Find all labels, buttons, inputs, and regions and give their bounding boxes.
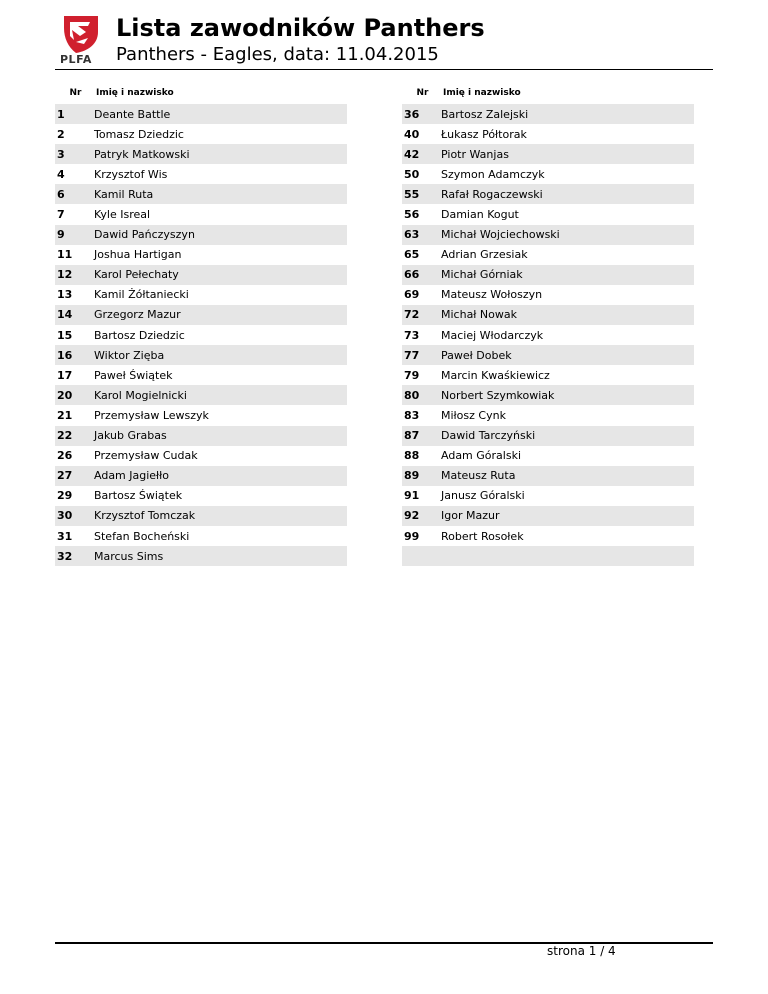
players-column-right [402,84,694,566]
player-number: 14 [57,308,73,322]
page-number: strona 1 / 4 [547,944,616,958]
table-row [402,144,694,164]
player-name: Robert Rosołek [441,529,524,543]
player-name: Michał Nowak [441,308,517,322]
table-row [55,345,347,365]
player-number: 30 [57,509,73,523]
player-name: Kyle Isreal [94,208,151,222]
table-row [402,426,694,446]
table-row [402,225,694,245]
player-number: 66 [404,268,420,282]
table-row [55,365,347,385]
player-number: 36 [404,107,420,121]
player-number: 42 [404,147,420,161]
table-row [55,245,347,265]
table-row [402,365,694,385]
player-number: 6 [57,187,65,201]
player-name: Michał Wojciechowski [441,228,560,242]
table-row [402,325,694,345]
player-number: 83 [404,408,420,422]
player-name: Krzysztof Wis [94,167,168,181]
table-row [55,184,347,204]
page-title: Lista zawodników Panthers [116,14,485,42]
player-number: 1 [57,107,65,121]
player-name: Adrian Grzesiak [441,248,528,262]
player-name: Łukasz Półtorak [441,127,527,141]
player-name: Paweł Świątek [94,368,173,382]
player-number: 88 [404,449,420,463]
player-name: Igor Mazur [441,509,500,523]
player-name: Kamil Żółtaniecki [94,288,189,302]
player-name: Dawid Pańczyszyn [94,228,195,242]
player-name: Rafał Rogaczewski [441,187,543,201]
player-number: 2 [57,127,65,141]
player-name: Norbert Szymkowiak [441,388,555,402]
player-number: 4 [57,167,65,181]
column-header [402,84,694,102]
player-number: 56 [404,208,420,222]
table-row [402,124,694,144]
player-number: 15 [57,328,73,342]
player-name: Karol Mogielnicki [94,388,187,402]
player-name: Mateusz Ruta [441,469,516,483]
column-header [55,84,347,102]
table-row [402,285,694,305]
header-divider [55,69,713,70]
player-number: 55 [404,187,420,201]
table-row [402,486,694,506]
table-row [402,385,694,405]
player-name: Dawid Tarczyński [441,429,536,443]
player-number: 65 [404,248,420,262]
table-row [402,446,694,466]
player-name: Adam Jagiełło [94,469,170,483]
player-name: Paweł Dobek [441,348,512,362]
player-number: 92 [404,509,420,523]
table-row [55,405,347,425]
player-name: Adam Góralski [441,449,521,463]
player-name: Michał Górniak [441,268,523,282]
player-name: Joshua Hartigan [94,248,182,262]
player-number: 80 [404,388,420,402]
player-number: 69 [404,288,420,302]
table-row [55,546,347,566]
player-name: Jakub Grabas [94,429,167,443]
table-row [55,285,347,305]
table-row [402,526,694,546]
player-name: Tomasz Dziedzic [94,127,184,141]
logo-text: PLFA [60,53,92,66]
table-row [55,144,347,164]
table-row [55,506,347,526]
table-row [55,204,347,224]
player-name: Janusz Góralski [441,489,525,503]
player-name: Stefan Bocheński [94,529,190,543]
player-name: Karol Pełechaty [94,268,179,282]
table-row [402,204,694,224]
name-header: Imię i nazwisko [96,88,174,98]
table-row [55,124,347,144]
player-number: 7 [57,208,65,222]
player-number: 87 [404,429,420,443]
player-name: Bartosz Zalejski [441,107,529,121]
player-name: Marcin Kwaśkiewicz [441,368,550,382]
player-number: 63 [404,228,420,242]
table-row [55,265,347,285]
table-row [55,446,347,466]
player-name: Miłosz Cynk [441,408,506,422]
player-number: 16 [57,348,73,362]
name-header: Imię i nazwisko [443,88,521,98]
table-row [402,506,694,526]
player-number: 21 [57,408,73,422]
player-number: 9 [57,228,65,242]
table-row [55,104,347,124]
player-number: 17 [57,368,73,382]
player-name: Wiktor Zięba [94,348,165,362]
table-row [55,385,347,405]
player-number: 31 [57,529,73,543]
player-list-left [55,104,347,566]
table-row [402,104,694,124]
player-name: Kamil Ruta [94,187,154,201]
table-row [55,526,347,546]
player-list-right [402,104,694,566]
table-row [402,405,694,425]
player-number: 40 [404,127,420,141]
player-number: 72 [404,308,420,322]
table-row [402,466,694,486]
player-name: Krzysztof Tomczak [94,509,196,523]
table-row [55,325,347,345]
player-number: 22 [57,429,73,443]
nr-header: Nr [416,88,429,98]
player-name: Damian Kogut [441,208,519,222]
table-row [55,486,347,506]
player-name: Przemysław Lewszyk [94,408,209,422]
table-row [55,426,347,446]
player-number: 50 [404,167,420,181]
player-name: Mateusz Wołoszyn [441,288,543,302]
table-row [55,164,347,184]
page-subtitle: Panthers - Eagles, data: 11.04.2015 [116,44,439,65]
table-row [55,466,347,486]
player-number: 77 [404,348,420,362]
player-name: Maciej Włodarczyk [441,328,544,342]
player-name: Patryk Matkowski [94,147,190,161]
table-row [402,184,694,204]
table-row [402,345,694,365]
player-name: Przemysław Cudak [94,449,198,463]
player-number: 32 [57,549,73,563]
players-column-left [55,84,347,566]
table-row [55,225,347,245]
player-name: Bartosz Dziedzic [94,328,185,342]
player-number: 91 [404,489,420,503]
table-row [402,265,694,285]
player-name: Piotr Wanjas [441,147,509,161]
player-number: 29 [57,489,73,503]
player-name: Marcus Sims [94,549,164,563]
player-name: Grzegorz Mazur [94,308,181,322]
player-number: 13 [57,288,73,302]
player-number: 20 [57,388,73,402]
player-number: 89 [404,469,420,483]
empty-row [402,546,694,566]
player-name: Deante Battle [94,107,171,121]
player-number: 3 [57,147,65,161]
player-number: 73 [404,328,420,342]
player-number: 12 [57,268,73,282]
player-name: Szymon Adamczyk [441,167,545,181]
panther-shield-icon [58,14,108,54]
player-number: 27 [57,469,73,483]
table-row [55,305,347,325]
player-number: 79 [404,368,420,382]
player-number: 11 [57,248,73,262]
player-number: 99 [404,529,420,543]
player-name: Bartosz Świątek [94,489,183,503]
player-number: 26 [57,449,73,463]
nr-header: Nr [69,88,82,98]
table-row [402,164,694,184]
table-row [402,305,694,325]
table-row [402,245,694,265]
